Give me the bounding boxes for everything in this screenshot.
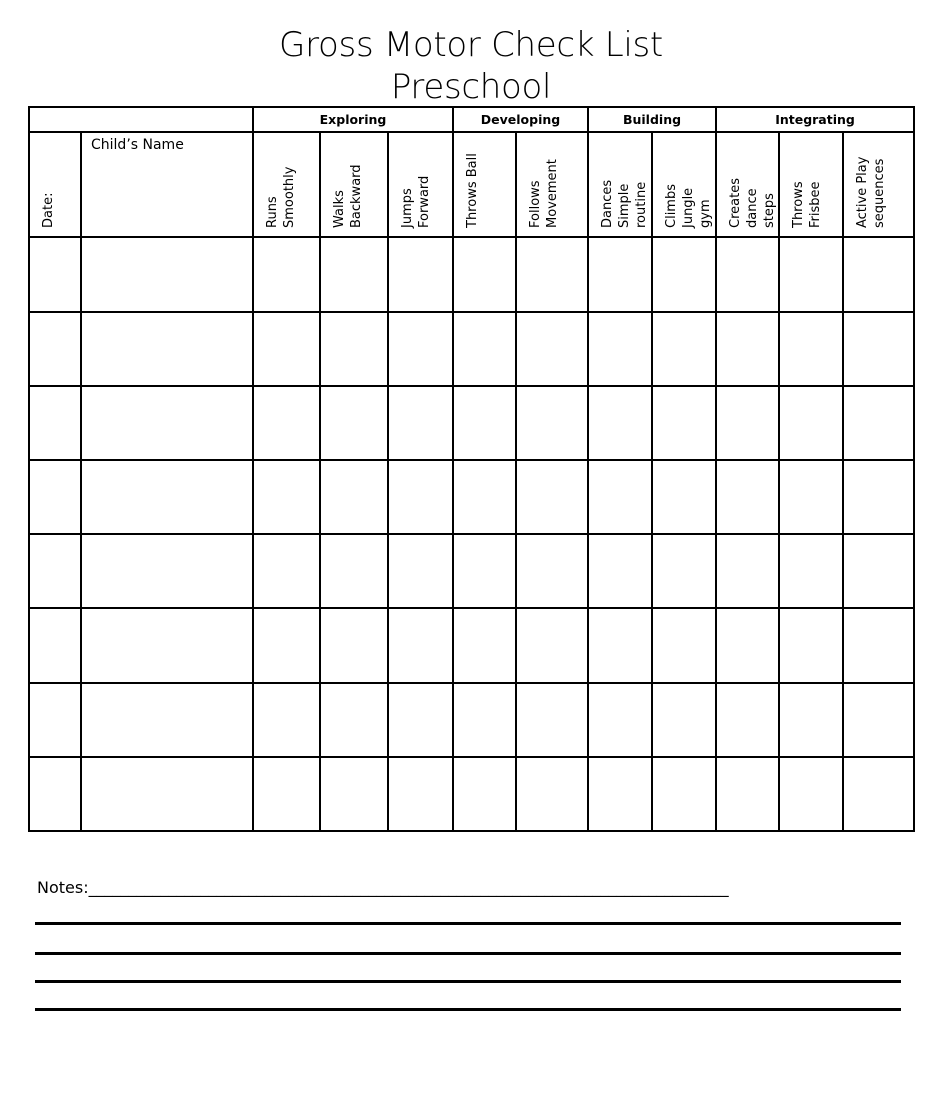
check-cell[interactable] bbox=[843, 534, 914, 608]
header-dances-simple-routine bbox=[588, 132, 652, 237]
check-cell[interactable] bbox=[779, 312, 843, 386]
check-cell[interactable] bbox=[388, 757, 453, 831]
runs-smoothly-label: Runs Smoothly bbox=[265, 166, 297, 229]
check-cell[interactable] bbox=[588, 608, 652, 682]
check-cell[interactable] bbox=[652, 312, 716, 386]
check-cell[interactable] bbox=[516, 460, 588, 534]
check-cell[interactable] bbox=[453, 534, 516, 608]
check-cell[interactable] bbox=[320, 460, 388, 534]
blank-group-cell bbox=[29, 107, 253, 132]
check-cell[interactable] bbox=[843, 683, 914, 757]
check-cell[interactable] bbox=[779, 683, 843, 757]
header-jumps-forward bbox=[388, 132, 453, 237]
checklist-table bbox=[28, 106, 915, 832]
date-cell[interactable] bbox=[29, 534, 81, 608]
check-cell[interactable] bbox=[652, 534, 716, 608]
date-cell[interactable] bbox=[29, 683, 81, 757]
date-cell[interactable] bbox=[29, 608, 81, 682]
group-integrating: Integrating bbox=[716, 107, 914, 132]
check-cell[interactable] bbox=[320, 757, 388, 831]
table-row bbox=[29, 608, 914, 682]
check-cell[interactable] bbox=[588, 386, 652, 460]
child-name-cell[interactable] bbox=[81, 312, 253, 386]
child-name-cell[interactable] bbox=[81, 237, 253, 311]
notes-line[interactable] bbox=[35, 952, 901, 955]
throws-ball-label: Throws Ball bbox=[465, 153, 480, 229]
check-cell[interactable] bbox=[843, 757, 914, 831]
check-cell[interactable] bbox=[388, 460, 453, 534]
child-name-cell[interactable] bbox=[81, 757, 253, 831]
data-rows bbox=[29, 237, 914, 831]
header-active-play-sequences bbox=[843, 132, 914, 237]
check-cell[interactable] bbox=[453, 460, 516, 534]
jumps-forward-label: Jumps Forward bbox=[400, 175, 432, 229]
check-cell[interactable] bbox=[453, 683, 516, 757]
creates-dance-steps-label: Creates dance steps bbox=[728, 178, 778, 229]
check-cell[interactable] bbox=[320, 534, 388, 608]
child-name-cell[interactable] bbox=[81, 683, 253, 757]
header-runs-smoothly bbox=[253, 132, 320, 237]
date-cell[interactable] bbox=[29, 386, 81, 460]
check-cell[interactable] bbox=[388, 683, 453, 757]
check-cell[interactable] bbox=[388, 237, 453, 311]
child-name-cell[interactable] bbox=[81, 460, 253, 534]
check-cell[interactable] bbox=[516, 312, 588, 386]
check-cell[interactable] bbox=[388, 312, 453, 386]
check-cell[interactable] bbox=[453, 386, 516, 460]
date-cell[interactable] bbox=[29, 460, 81, 534]
column-header-row bbox=[29, 132, 914, 237]
check-cell[interactable] bbox=[588, 683, 652, 757]
childs-name-label: Child’s Name bbox=[91, 137, 184, 154]
check-cell[interactable] bbox=[253, 757, 320, 831]
check-cell[interactable] bbox=[779, 534, 843, 608]
table-row bbox=[29, 460, 914, 534]
child-name-cell[interactable] bbox=[81, 534, 253, 608]
check-cell[interactable] bbox=[652, 237, 716, 311]
check-cell[interactable] bbox=[453, 757, 516, 831]
check-cell[interactable] bbox=[320, 608, 388, 682]
check-cell[interactable] bbox=[652, 608, 716, 682]
check-cell[interactable] bbox=[843, 386, 914, 460]
check-cell[interactable] bbox=[588, 237, 652, 311]
check-cell[interactable] bbox=[516, 683, 588, 757]
check-cell[interactable] bbox=[320, 237, 388, 311]
check-cell[interactable] bbox=[253, 312, 320, 386]
check-cell[interactable] bbox=[843, 312, 914, 386]
date-label: Date: bbox=[41, 192, 56, 229]
check-cell[interactable] bbox=[843, 460, 914, 534]
climbs-jungle-gym-label: Climbs Jungle gym bbox=[664, 184, 713, 229]
check-cell[interactable] bbox=[516, 386, 588, 460]
table-row bbox=[29, 683, 914, 757]
date-cell[interactable] bbox=[29, 312, 81, 386]
header-childs-name bbox=[81, 132, 253, 237]
check-cell[interactable] bbox=[716, 608, 779, 682]
check-cell[interactable] bbox=[652, 460, 716, 534]
check-cell[interactable] bbox=[843, 608, 914, 682]
header-creates-dance-steps bbox=[716, 132, 779, 237]
page-title: Gross Motor Check List bbox=[279, 25, 663, 65]
check-cell[interactable] bbox=[453, 312, 516, 386]
notes-line[interactable] bbox=[35, 922, 901, 925]
check-cell[interactable] bbox=[652, 683, 716, 757]
check-cell[interactable] bbox=[652, 757, 716, 831]
check-cell[interactable] bbox=[388, 608, 453, 682]
header-throws-frisbee bbox=[779, 132, 843, 237]
child-name-cell[interactable] bbox=[81, 386, 253, 460]
check-cell[interactable] bbox=[516, 608, 588, 682]
check-cell[interactable] bbox=[588, 757, 652, 831]
check-cell[interactable] bbox=[253, 237, 320, 311]
check-cell[interactable] bbox=[516, 237, 588, 311]
check-cell[interactable] bbox=[588, 460, 652, 534]
table-row bbox=[29, 757, 914, 831]
header-climbs-jungle-gym bbox=[652, 132, 716, 237]
check-cell[interactable] bbox=[779, 608, 843, 682]
active-play-sequences-label: Active Play sequences bbox=[855, 156, 888, 229]
check-cell[interactable] bbox=[320, 683, 388, 757]
check-cell[interactable] bbox=[253, 683, 320, 757]
check-cell[interactable] bbox=[253, 608, 320, 682]
notes-line[interactable] bbox=[35, 980, 901, 983]
check-cell[interactable] bbox=[716, 386, 779, 460]
group-exploring: Exploring bbox=[253, 107, 453, 132]
check-cell[interactable] bbox=[320, 312, 388, 386]
check-cell[interactable] bbox=[716, 237, 779, 311]
check-cell[interactable] bbox=[388, 534, 453, 608]
check-cell[interactable] bbox=[779, 757, 843, 831]
notes-label[interactable]: Notes:________________________________________________________________________________ bbox=[37, 878, 729, 897]
check-cell[interactable] bbox=[588, 312, 652, 386]
header-walks-backward bbox=[320, 132, 388, 237]
table-row bbox=[29, 534, 914, 608]
group-developing: Developing bbox=[453, 107, 588, 132]
table-row bbox=[29, 386, 914, 460]
header-follows-movement bbox=[516, 132, 588, 237]
table-row bbox=[29, 237, 914, 311]
check-cell[interactable] bbox=[716, 757, 779, 831]
date-cell[interactable] bbox=[29, 237, 81, 311]
follows-movement-label: Follows Movement bbox=[528, 159, 560, 229]
check-cell[interactable] bbox=[453, 608, 516, 682]
date-cell[interactable] bbox=[29, 757, 81, 831]
group-building: Building bbox=[588, 107, 716, 132]
check-cell[interactable] bbox=[253, 386, 320, 460]
check-cell[interactable] bbox=[453, 237, 516, 311]
table-row bbox=[29, 312, 914, 386]
check-cell[interactable] bbox=[716, 460, 779, 534]
child-name-cell[interactable] bbox=[81, 608, 253, 682]
notes-line[interactable] bbox=[35, 1008, 901, 1011]
throws-frisbee-label: Throws Frisbee bbox=[791, 181, 824, 229]
check-cell[interactable] bbox=[843, 237, 914, 311]
check-cell[interactable] bbox=[588, 534, 652, 608]
check-cell[interactable] bbox=[516, 534, 588, 608]
group-header-row bbox=[29, 107, 914, 132]
check-cell[interactable] bbox=[779, 386, 843, 460]
check-cell[interactable] bbox=[716, 312, 779, 386]
check-cell[interactable] bbox=[253, 534, 320, 608]
check-cell[interactable] bbox=[320, 386, 388, 460]
check-cell[interactable] bbox=[253, 460, 320, 534]
header-throws-ball bbox=[453, 132, 516, 237]
check-cell[interactable] bbox=[779, 460, 843, 534]
check-cell[interactable] bbox=[716, 683, 779, 757]
walks-backward-label: Walks Backward bbox=[332, 164, 364, 229]
dances-simple-routine-label: Dances Simple routine bbox=[600, 179, 649, 229]
check-cell[interactable] bbox=[516, 757, 588, 831]
check-cell[interactable] bbox=[652, 386, 716, 460]
check-cell[interactable] bbox=[779, 237, 843, 311]
check-cell[interactable] bbox=[716, 534, 779, 608]
page-subtitle: Preschool bbox=[390, 67, 552, 107]
header-date bbox=[29, 132, 81, 237]
check-cell[interactable] bbox=[388, 386, 453, 460]
